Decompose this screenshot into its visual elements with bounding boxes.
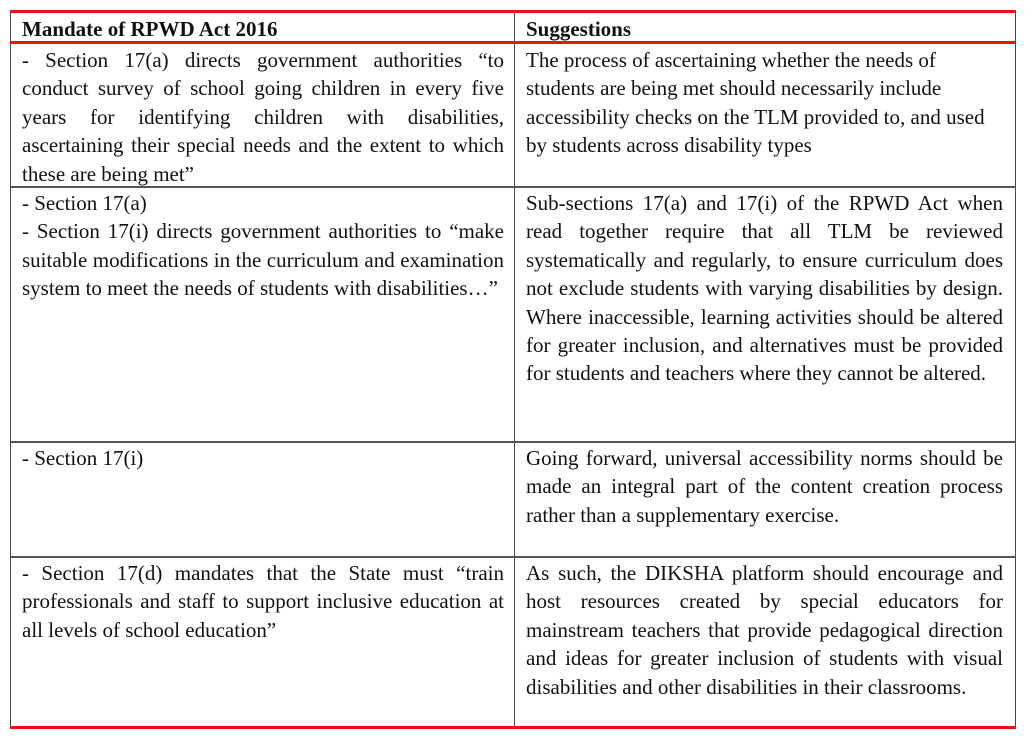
header-mandate: Mandate of RPWD Act 2016 xyxy=(10,13,514,42)
suggestion-text: As such, the DIKSHA platform should encourage and host resources created by special educators for mainstream teachers that provide pedagogical direction and ideas for greater inclusion of students with visual disabilities and other disabilities in their classrooms. xyxy=(526,561,1003,699)
suggestion-cell xyxy=(514,557,1016,727)
suggestion-cell xyxy=(514,44,1016,186)
table-header-row xyxy=(10,13,1016,42)
mandate-text: - Section 17(a) directs government authorities “to conduct survey of school going children in every five years for identifying children with disabilities, ascertaining their special needs and the extent to which these are being met” xyxy=(22,48,504,186)
table-row xyxy=(10,44,1016,186)
suggestion-text: The process of ascertaining whether the needs of students are being met should necessarily include accessibility checks on the TLM provided to, and used by students across disability types xyxy=(526,48,985,158)
mandate-text: - Section 17(d) mandates that the State must “train professionals and staff to support inclusive education at all levels of school education” xyxy=(22,561,504,642)
table-bottom-rule xyxy=(10,726,1016,729)
suggestion-text: Sub-sections 17(a) and 17(i) of the RPWD Act when read together require that all TLM be reviewed systematically and regularly, to ensure curriculum does not exclude students with varying disabilities by design. Where inaccessible, learning activities should be altered for greater inclusion, and alternatives must be provided for students and teachers where they cannot be altered. xyxy=(526,191,1003,386)
suggestion-text: Going forward, universal accessibility norms should be made an integral part of the content creation process rather than a supplementary exercise. xyxy=(526,446,1003,527)
suggestion-cell xyxy=(514,442,1016,556)
header-suggestions: Suggestions xyxy=(514,13,1016,42)
mandate-cell xyxy=(10,187,514,441)
mandate-cell xyxy=(10,557,514,727)
mandate-text: - Section 17(i) xyxy=(22,446,144,470)
mandate-cell xyxy=(10,442,514,556)
mandate-cell xyxy=(10,44,514,186)
mandate-text: - Section 17(a) xyxy=(22,191,147,215)
table-row xyxy=(10,187,1016,441)
suggestion-cell xyxy=(514,187,1016,441)
table-row xyxy=(10,442,1016,556)
mandate-text: - Section 17(i) directs government authorities to “make suitable modifications in the curriculum and examination system to meet the needs of students with disabilities…” xyxy=(22,219,504,301)
table-row xyxy=(10,557,1016,727)
